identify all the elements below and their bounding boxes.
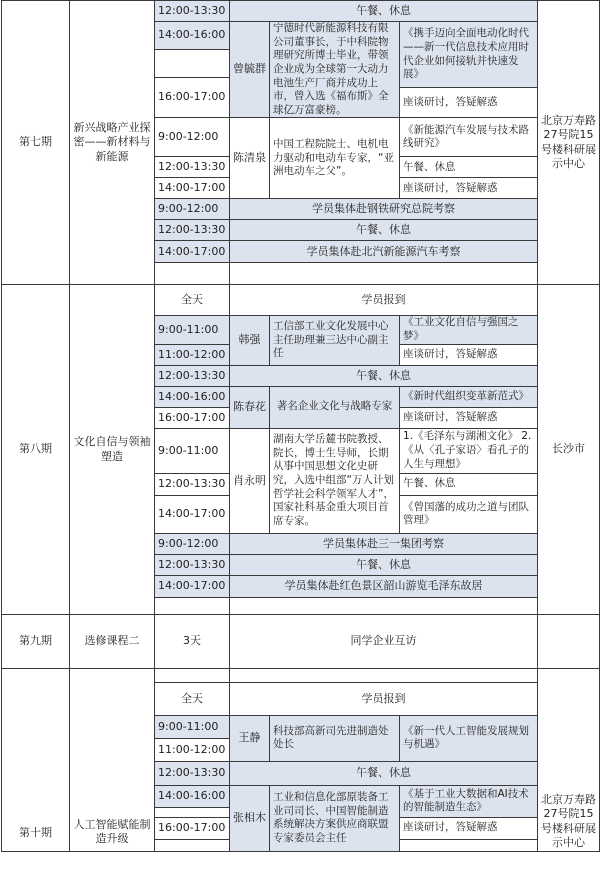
time-cell: 12:00-13:30 <box>155 1 230 22</box>
topic-cell: 《新一代人工智能发展规划与机遇》 <box>400 715 538 761</box>
table-row <box>2 285 600 316</box>
time-cell: 9:00-12:00 <box>155 199 230 220</box>
speaker-profile: 科技部高新司先进制造处处长 <box>270 715 400 761</box>
time-cell: 11:00-12:00 <box>155 738 230 761</box>
activity-cell: 午餐、休息 <box>230 761 538 785</box>
time-cell: 14:00-16:00 <box>155 386 230 407</box>
topic-cell: 午餐、休息 <box>400 473 538 495</box>
topic-cell: 座谈研讨，答疑解惑 <box>400 178 538 199</box>
speaker-profile: 著名企业文化与战略专家 <box>270 386 400 428</box>
time-cell: 12:00-13:30 <box>155 554 230 575</box>
speaker-profile: 宁德时代新能源科技有限公司董事长，于中科院物理研究所博士毕业，带领企业成为全球第一大动力电池生产厂商并成功上市，曾入选《福布斯》全球亿万富豪榜。 <box>270 22 400 118</box>
time-cell: 12:00-13:30 <box>155 365 230 386</box>
time-cell: 14:00-17:00 <box>155 178 230 199</box>
speaker-cell: 王静 <box>230 715 270 761</box>
time-cell: 3天 <box>155 614 230 668</box>
time-cell: 14:00-17:00 <box>155 241 230 263</box>
activity-cell: 学员集体赴三一集团考察 <box>230 533 538 554</box>
speaker-cell: 陈清泉 <box>230 118 270 199</box>
theme-cell: 人工智能赋能制造升级 <box>70 668 155 851</box>
schedule-table <box>1 0 600 852</box>
activity-cell: 学员报到 <box>230 682 538 715</box>
topic-cell: 午餐、休息 <box>400 157 538 178</box>
theme-cell: 文化自信与领袖塑造 <box>70 285 155 614</box>
speaker-cell: 陈春花 <box>230 386 270 428</box>
time-cell <box>155 50 230 78</box>
topic-cell: 《基于工业大数据和AI技术的智能制造生态》 <box>400 785 538 817</box>
time-cell: 16:00-17:00 <box>155 407 230 428</box>
time-cell: 9:00-11:00 <box>155 428 230 473</box>
time-cell <box>155 807 230 817</box>
time-cell: 12:00-13:30 <box>155 761 230 785</box>
time-cell <box>155 263 230 285</box>
time-cell <box>155 597 230 614</box>
topic-cell: 座谈研讨，答疑解惑 <box>400 88 538 118</box>
time-cell: 11:00-12:00 <box>155 344 230 365</box>
activity-cell: 学员集体赴钢铁研究总院考察 <box>230 199 538 220</box>
table-row <box>2 668 600 682</box>
activity-cell <box>230 668 538 682</box>
topic-cell: 《新时代组织变革新范式》 <box>400 386 538 407</box>
speaker-profile: 工业和信息化部原装备工业司司长、中国智能制造系统解决方案供应商联盟专家委员会主任 <box>270 785 400 851</box>
activity-cell: 午餐、休息 <box>230 1 538 22</box>
activity-cell <box>230 263 538 285</box>
topic-cell: 《曾国藩的成功之道与团队管理》 <box>400 495 538 533</box>
period-cell: 第七期 <box>2 1 70 285</box>
speaker-profile: 工信部工业文化发展中心主任助理兼三达中心副主任 <box>270 316 400 365</box>
time-cell: 14:00-17:00 <box>155 575 230 597</box>
time-cell: 16:00-17:00 <box>155 78 230 118</box>
activity-cell: 午餐、休息 <box>230 554 538 575</box>
topic-cell: 《工业文化自信与强国之梦》 <box>400 316 538 344</box>
speaker-cell: 张相木 <box>230 785 270 851</box>
location-cell: 北京万寿路27号院15号楼科研展示中心 <box>538 668 600 851</box>
time-cell: 全天 <box>155 682 230 715</box>
time-cell <box>155 668 230 682</box>
time-cell: 16:00-17:00 <box>155 817 230 839</box>
topic-cell: 座谈研讨，答疑解惑 <box>400 344 538 365</box>
time-cell: 12:00-13:30 <box>155 220 230 241</box>
speaker-profile: 湖南大学岳麓书院教授、院长，博士生导师，长期从事中国思想文化史研究，入选中组部“万人计划哲学社会科学领军人才”，国家社科基金重大项目首席专家。 <box>270 428 400 533</box>
time-cell: 14:00-16:00 <box>155 22 230 50</box>
activity-cell: 学员报到 <box>230 285 538 316</box>
topic-cell: 座谈研讨，答疑解惑 <box>400 407 538 428</box>
activity-cell: 学员集体赴北汽新能源汽车考察 <box>230 241 538 263</box>
topic-cell: 座谈研讨，答疑解惑 <box>400 817 538 839</box>
activity-cell: 学员集体赴红色景区韶山游览毛泽东故居 <box>230 575 538 597</box>
time-cell <box>155 839 230 851</box>
time-cell: 9:00-12:00 <box>155 533 230 554</box>
period-cell: 第九期 <box>2 614 70 668</box>
speaker-cell: 曾毓群 <box>230 22 270 118</box>
activity-cell: 午餐、休息 <box>230 220 538 241</box>
time-cell: 12:00-13:30 <box>155 473 230 495</box>
activity-cell <box>230 597 538 614</box>
table-row <box>2 614 600 668</box>
location-cell: 长沙市 <box>538 285 600 614</box>
topic-cell: 《新能源汽车发展与技术路线研究》 <box>400 118 538 157</box>
period-cell: 第十期 <box>2 668 70 851</box>
topic-cell: 《携手迈向全面电动化时代——新一代信息技术应用时代企业如何接轨并快速发展》 <box>400 22 538 88</box>
location-cell <box>538 614 600 668</box>
time-cell: 9:00-11:00 <box>155 715 230 738</box>
speaker-cell: 肖永明 <box>230 428 270 533</box>
activity-cell: 同学企业互访 <box>230 614 538 668</box>
speaker-profile: 中国工程院院士、电机电力驱动和电动车专家，“亚洲电动车之父”。 <box>270 118 400 199</box>
time-cell: 14:00-17:00 <box>155 495 230 533</box>
topic-cell <box>400 839 538 851</box>
theme-cell: 新兴战略产业探密——新材料与新能源 <box>70 1 155 285</box>
time-cell: 9:00-12:00 <box>155 118 230 157</box>
theme-cell: 选修课程二 <box>70 614 155 668</box>
time-cell: 全天 <box>155 285 230 316</box>
activity-cell: 午餐、休息 <box>230 365 538 386</box>
topic-cell: 1.《毛泽东与湖湘文化》 2.《从〈孔子家语〉看孔子的人生与理想》 <box>400 428 538 473</box>
table-row <box>2 1 600 22</box>
period-cell: 第八期 <box>2 285 70 614</box>
time-cell: 9:00-11:00 <box>155 316 230 344</box>
time-cell: 14:00-16:00 <box>155 785 230 807</box>
time-cell: 12:00-13:30 <box>155 157 230 178</box>
location-cell: 北京万寿路27号院15号楼科研展示中心 <box>538 1 600 285</box>
speaker-cell: 韩强 <box>230 316 270 365</box>
